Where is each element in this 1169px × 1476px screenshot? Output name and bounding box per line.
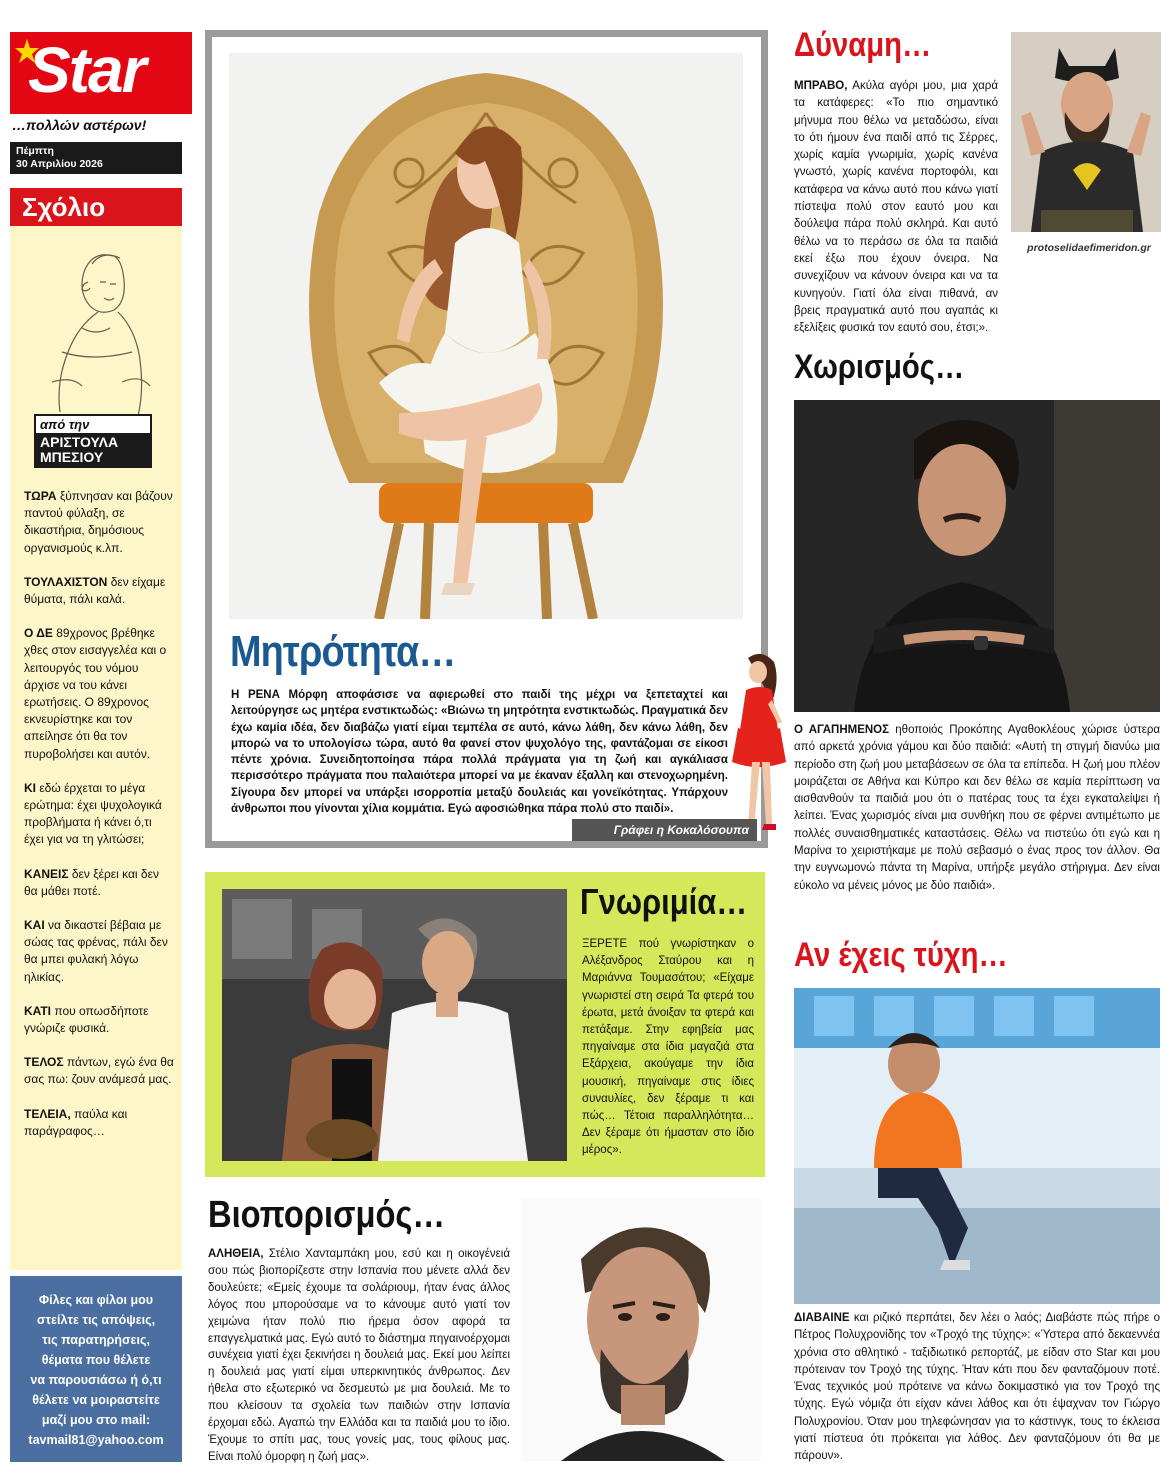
issue-date <box>10 142 182 174</box>
paragraph-text: παύλα και παράγραφος… <box>24 1106 128 1138</box>
gnorimia-title: Γνωριμία… <box>580 881 748 922</box>
tyxi-text: και ριζικό περπάτει, δεν λέει ο λαός; Διαβάστε πώς πήρε ο Πέτρος Πολυχρονίδης τον «Τροχό της τύχης»: «Ύστερα από δεκαεννέα χρόνια στο αθλητικό - ταξιδιωτικό ρεπορτάζ, με είδαν στο Star και μου πρότειναν τον Τροχό της τύχης. Ήταν κάτι που δεν φανταζόμουν ποτέ. Ένας τεχνικός μού πρότεινε να κάνω δοκιμαστικό για τον Τροχό της τύχης. Εγώ νόμιζα ότι είχαν κάνει λάθος και ότι έψαχναν τον Γιώργο Πολυχρονίου. Όταν μου τηλεφώνησαν για το κάστινγκ, τους το έκλεισα γιατί πίστευα ότι πρόκειται για λάθος. Δεν φανταζόμουν ότι θα με πάρουν». <box>794 1312 1160 1463</box>
paragraph-lead: Ο ΔΕ <box>24 626 53 641</box>
column-paragraph <box>24 625 174 763</box>
xorismos-body <box>794 722 1160 895</box>
tyxi-body <box>794 1310 1160 1466</box>
paragraph-lead: ΚΑΙ <box>24 918 45 933</box>
petros-photo <box>794 988 1160 1304</box>
feature-byline: Γράφει η Κοκαλόσουπα <box>572 819 757 841</box>
xorismos-text: ηθοποιός Προκόπης Αγαθοκλέους χώρισε ύστερα από αρκετά χρόνια γάμου και δύο παιδιά: «Αυτή τη στιγμή διανύω μια περίοδο στη ζωή μου μεταβάσεων σε όλα τα επίπεδα. Η ζωή μου πλέον μοιράζεται σε Αθήνα και Κύπρο και δεν θέλω σε καμία περίπτωση να αισθανθούν τα παιδιά μου ότι ο πατέρας τους τα έχει εγκαταλείψει ή λείπει. Ένας χωρισμός είναι μια συνθήκη που σε φέρνει αντιμέτωπο με πολλές συναισθηματικές καταστάσεις. Θέλω να πιστεύω ότι εγώ και η Μαρίνα το χειριστήκαμε με πολύ σεβασμό ο ένας προς τον άλλον. Θα την ευγνωμονώ πάντα τη Μαρίνα, υπήρξε μεγάλο στήριγμα. Δεν είναι εύκολο να μένεις μόνος με δύο παιδιά». <box>794 724 1161 892</box>
contact-line: μαζί μου στο mail: <box>41 1413 151 1427</box>
akylas-photo <box>1011 32 1161 232</box>
gnorimia-lead: ΞΕΡΕΤΕ <box>582 938 628 950</box>
xorismos-title: Χωρισμός… <box>794 348 965 386</box>
paragraph-text: να δικαστεί βέβαια με σώας τας φρένας, πάλι δεν θα μπει φυλακή λόγω ηλικίας. <box>24 918 168 984</box>
couple-photo <box>222 889 567 1161</box>
column-paragraph <box>24 917 174 986</box>
dynami-text: Ακύλα αγόρι μου, μια χαρά τα κατάφερες: «Το πιο σημαντικό μήνυμα που θέλω να μεταδώσω, είναι το ότι ήμουν ένα παιδί από τις Σέρρες, χωρίς καμία γνωριμία, χωρίς κανένα γνωστό, χωρίς κανένα πορτοφόλι, και κατάφερα να κάνω αυτό που κάνω γιατί πίστεψα πολύ στον εαυτό μου και δούλεψα πάρα πολύ σκληρά. Και αυτό θέλω να το περάσω σε όλα τα παιδιά εκεί έξω που έχουν όνειρα. Να συνεχίζουν να κάνουν όνειρα και να τα κυνηγούν. Γιατί όλα είναι πιθανά, αν βρεις πραγματικά αυτό που αγαπάς κι εξελίξεις φυσικά τον εαυτό σου, έτσι;». <box>794 80 998 335</box>
column-paragraph <box>24 1054 174 1088</box>
contact-line: να παρουσιάσω ή ό,τι <box>30 1373 162 1387</box>
paragraph-text: πάντων, εγώ ένα θα σας πω: ζουν ανάμεσά μας. <box>24 1055 174 1087</box>
contact-line: στείλτε τις απόψεις, <box>36 1313 156 1327</box>
feature-photo <box>229 53 743 619</box>
xorismos-lead: Ο ΑΓΑΠΗΜΕΝΟΣ <box>794 724 890 736</box>
contact-line: θέλετε να μοιραστείτε <box>32 1393 160 1407</box>
vioporismos-title: Βιοπορισμός… <box>208 1194 446 1236</box>
column-paragraph <box>24 488 174 557</box>
paragraph-text: ξύπνησαν και βάζουν παντού φύλαξη, σε δικαστήρια, δημόσιους οργανισμούς κ.λπ. <box>24 489 173 555</box>
dynami-title: Δύναμη… <box>794 26 932 64</box>
logo-text: Star <box>28 34 145 106</box>
vioporismos-text: Στέλιο Χανταμπάκη μου, εσύ και η οικογένειά σου πώς βιοπορίζεστε στην Ισπανία που μένετε αλλά δεν δουλεύετε; «Εμείς έχουμε τα σολάριουμ, ήταν ένας άλλος λόγος που μπορούσαμε να το κάνουμε αυτό γιατί τον χειμώνα ήταν πολύ πιο ήρεμα όσον αφορά τα επαγγελματικά μας. Εγώ αυτό το διάστημα πηγαινοέρχομαι συνέχεια γιατί έχει ξεκινήσει η δουλειά μας. Εκεί μου λείπει η δουλειά μας γιατί είμαι υπερκινητικός άνθρωπος. Δεν ήθελα στο εξωτερικό να δεσμευτώ με μια δουλειά. Με το που κλείσουν τα σχολεία των παιδιών στην Ισπανία έρχομαι εδώ. Αγαπώ την Ελλάδα και τα παιδιά μου το ίδιο. Έχουμε το σπίτι μας, τους γονείς μας, τους φίλους μας. Είναι πολύ όμορφη η ζωή μας». <box>208 1248 510 1463</box>
paragraph-text: που οπωσδήποτε γνώριζε φυσικά. <box>24 1003 149 1036</box>
author-prefix: από την <box>40 417 90 432</box>
star-logo <box>10 32 192 114</box>
issue-date-text: 30 Απριλίου 2026 <box>16 158 103 171</box>
contact-line: Φίλες και φίλοι μου <box>38 1293 154 1307</box>
vioporismos-body <box>208 1246 510 1466</box>
paragraph-lead: ΤΩΡΑ <box>24 489 57 503</box>
contact-line: τις παρατηρήσεις, <box>42 1333 150 1347</box>
author-sketch-illustration <box>22 232 170 432</box>
vioporismos-lead: ΑΛΗΘΕΙΑ, <box>208 1248 264 1260</box>
gnorimia-body <box>582 936 754 1160</box>
dynami-body <box>794 78 998 337</box>
paragraph-lead: ΚΑΤΙ <box>24 1003 51 1018</box>
paragraph-text: 89χρονος βρέθηκε χθες στον εισαγγελέα και ο λειτουργός του νόμου άρχισε να του κάνει ερωτήσεις. Ο 89χρονος εκνευρίστηκε και τον απείλησε ότι θα τον πυροβολήσει και αυτόν. <box>24 626 167 761</box>
author-credit <box>34 414 152 468</box>
feature-title: Μητρότητα… <box>230 627 456 676</box>
fashion-illustration <box>726 650 786 840</box>
paragraph-lead: ΤΟΥΛΑΧΙΣΤΟΝ <box>24 574 108 589</box>
comment-column-text <box>24 488 174 1157</box>
paragraph-lead: ΚΑΝΕΙΣ <box>24 866 69 881</box>
stelios-photo <box>521 1199 761 1461</box>
gnorimia-text: πού γνωρίστηκαν ο Αλέξανδρος Σταύρου και η Μαριάννα Τουμασάτου; «Είχαμε γνωριστεί στη σειρά Τα φτερά του έρωτα, μετά άνοιξαν τα φτερά και πετάξαμε. Στην εφηβεία μας πηγαίναμε στα ίδια μαγαζιά στα Εξάρχεια, ακούγαμε την ίδια μουσική, πηγαίναμε στις ίδιες συναυλίες, δεν ξέραμε τι και πώς… Τέτοια παραλληλότητα… Δεν ξέραμε ότι ήμασταν στο ίδιο μέρος». <box>582 938 754 1157</box>
feature-lead: Η ΡΕΝΑ <box>231 689 280 701</box>
paragraph-lead: ΤΕΛΟΣ <box>24 1055 64 1070</box>
contact-email-link[interactable]: tavmail81@yahoo.com <box>28 1433 164 1447</box>
contact-line: θέματα που θέλετε <box>41 1353 151 1367</box>
prokopis-photo <box>794 400 1160 712</box>
column-paragraph <box>24 574 174 608</box>
column-paragraph <box>24 780 174 849</box>
paragraph-text: εδώ έρχεται το μέγα ερώτημα: έχει ψυχολογικά προβλήματα ή κάνει ό,τι έχει για να τη γλιτώσει; <box>24 780 162 847</box>
watermark: protoselidaefimeridon.gr <box>1013 239 1165 257</box>
column-paragraph <box>24 866 174 900</box>
tagline: …πολλών αστέρων! <box>12 117 147 133</box>
tyxi-title: Αν έχεις τύχη… <box>794 936 1008 974</box>
tyxi-lead: ΔΙΑΒΑΙΝΕ <box>794 1312 850 1324</box>
paragraph-text: δεν είχαμε θύματα, πάλι καλά. <box>24 574 166 607</box>
column-paragraph <box>24 1003 174 1037</box>
paragraph-lead: ΤΕΛΕΙΑ, <box>24 1106 71 1121</box>
section-heading-comment: Σχόλιο <box>10 188 182 226</box>
reader-contact-box <box>10 1276 182 1462</box>
feature-body <box>231 687 728 817</box>
feature-text: Μόρφη αποφάσισε να αφιερωθεί στο παιδί της μέχρι να ξεπεταχτεί και λειτούργησε ως μητέρα ενστικτωδώς: «Βιώνω τη μητρότητα ενστικτωδώς. Πραγματικά δεν έχω καμία ιδέα, δεν διαβάζω γιατί είμαι τεμπέλα σε αυτό, κάνω λάθη, δεν κάνω λάθη, δεν μπορώ να το υπολογίσω τώρα, αυτό θα φανεί στον ψυχολόγο της, φαντάζομαι σε είκοσι πέντε χρόνια. Συνειδητοποίησα πάρα πολλά πράγματα για τη ζωή και αγκάλιασα περισσότερο πράγματα που παλαιότερα μπορεί να με έκαναν έξαλλη και στενοχωρημένη. Σίγουρα δεν μπορεί να υπάρξει ισορροπία μεταξύ δουλειάς και γονεϊκότητας. Υπάρχουν άνθρωποι που γίνονται χίλια κομμάτια. Εγώ αφοσιώθηκα πάρα πολύ στο παιδί». <box>231 689 728 816</box>
paragraph-text: δεν ξέρει και δεν θα μάθει ποτέ. <box>24 866 159 898</box>
author-name: ΑΡΙΣΤΟΥΛΑ ΜΠΕΣΙΟΥ <box>36 433 150 467</box>
issue-day: Πέμπτη <box>16 145 54 157</box>
dynami-lead: ΜΠΡΑΒΟ, <box>794 80 848 92</box>
column-paragraph <box>24 1106 174 1140</box>
paragraph-lead: ΚΙ <box>24 780 36 795</box>
